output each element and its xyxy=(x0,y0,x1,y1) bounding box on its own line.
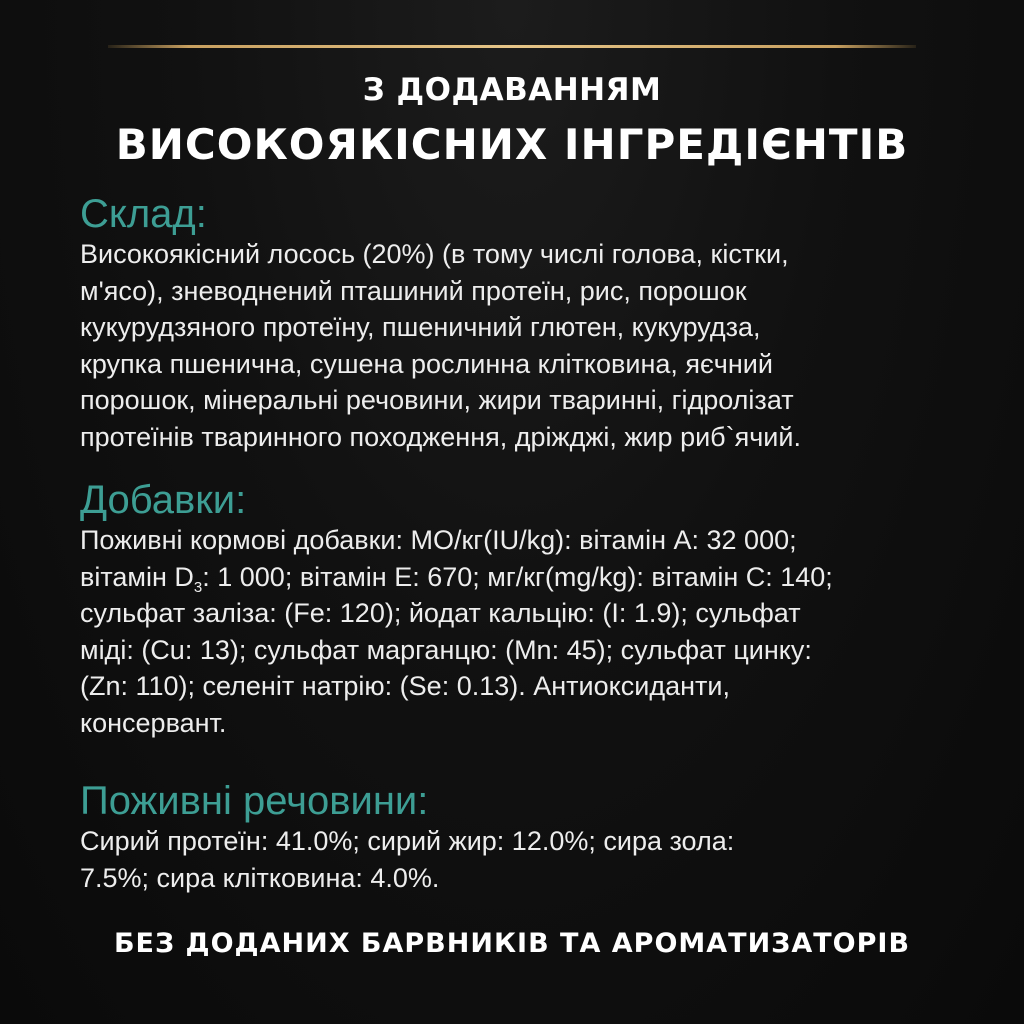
composition-text xyxy=(80,236,801,456)
additives-line: сульфат заліза: (Fe: 120); йодат кальцію: (I: 1.9); сульфат xyxy=(80,598,801,629)
composition-heading: Склад: xyxy=(80,192,207,236)
nutrients-section xyxy=(80,779,734,896)
composition-line: Високоякісний лосось (20%) (в тому числі голова, кістки, xyxy=(80,239,789,269)
additives-heading: Добавки: xyxy=(80,478,247,522)
header xyxy=(0,66,1024,174)
composition-line: крупка пшенична, сушена рослинна клітковина, яєчний xyxy=(80,348,773,379)
nutrients-line: Сирий протеїн: 41.0%; сирий жир: 12.0%; сира зола: xyxy=(80,826,735,856)
header-title: ВИСОКОЯКІСНИХ ІНГРЕДІЄНТІВ xyxy=(115,120,909,169)
additives-line: міді: (Cu: 13); сульфат марганцю: (Mn: 45); сульфат цинку: xyxy=(80,634,812,665)
additives-section xyxy=(80,478,833,742)
footer-claim: БЕЗ ДОДАНИХ БАРВНИКІВ ТА АРОМАТИЗАТОРІВ xyxy=(113,928,911,959)
additives-line: (Zn: 110); селеніт натрію: (Se: 0.13). Антиоксиданти, xyxy=(80,671,730,702)
nutrients-text xyxy=(80,823,734,896)
composition-section xyxy=(80,192,801,456)
gold-divider-line xyxy=(108,45,916,48)
additives-line: Поживні кормові добавки: МО/кг(IU/kg): вітамін А: 32 000; xyxy=(80,525,797,555)
additives-line2-start: вітамін D xyxy=(80,561,194,592)
additives-line: консервант. xyxy=(80,707,227,738)
header-subtitle: З ДОДАВАННЯМ xyxy=(362,72,662,108)
composition-line: протеїнів тваринного походження, дріжджі, жир риб`ячий. xyxy=(80,421,801,452)
additives-line-vitamin-d xyxy=(80,559,833,596)
composition-line: порошок, мінеральні речовини, жири тваринні, гідролізат xyxy=(80,385,794,416)
vitamin-d-subscript: 3 xyxy=(193,578,203,596)
nutrients-heading: Поживні речовини: xyxy=(80,779,429,823)
additives-line2-end: : 1 000; вітамін Е: 670; мг/кг(mg/kg): вітамін С: 140; xyxy=(202,561,833,592)
additives-text xyxy=(80,522,833,742)
nutrients-line: 7.5%; сира клітковина: 4.0%. xyxy=(80,862,440,893)
composition-line: кукурудзяного протеїну, пшеничний глютен, кукурудза, xyxy=(80,312,761,343)
composition-line: м'ясо), зневоднений пташиний протеїн, рис, порошок xyxy=(80,275,747,306)
